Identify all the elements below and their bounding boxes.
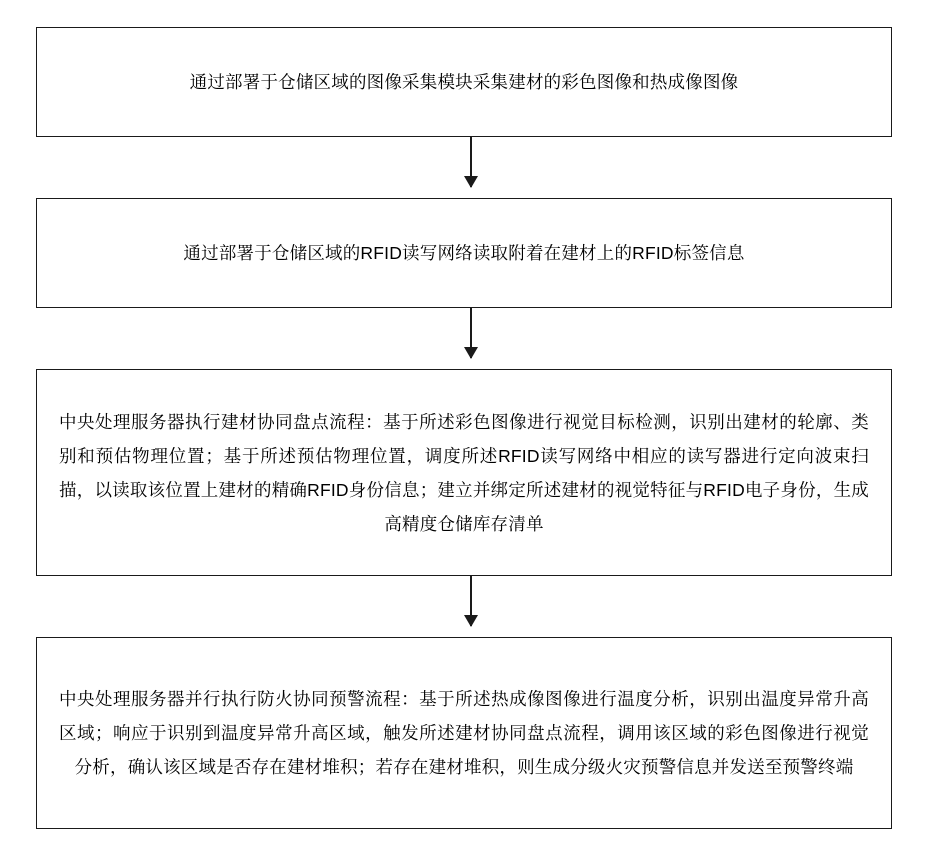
connector-step-1-to-step-2 [470, 137, 472, 187]
arrow-down-icon [464, 176, 478, 188]
flow-node-step-3 [36, 369, 892, 576]
flow-node-step-4-text: 中央处理服务器并行执行防火协同预警流程：基于所述热成像图像进行温度分析，识别出温度异常升高区域；响应于识别到温度异常升高区域，触发所述建材协同盘点流程，调用该区域的彩色图像进行视觉分析，确认该区域是否存在建材堆积；若存在建材堆积，则生成分级火灾预警信息并发送至预警终端 [59, 689, 869, 777]
flow-node-step-3-text: 中央处理服务器执行建材协同盘点流程：基于所述彩色图像进行视觉目标检测，识别出建材的轮廓、类别和预估物理位置；基于所述预估物理位置，调度所述RFID读写网络中相应的读写器进行定向波束扫描，以读取该位置上建材的精确RFID身份信息；建立并绑定所述建材的视觉特征与RFID电子身份，生成高精度仓储库存清单 [59, 411, 869, 534]
flow-node-step-2-text: 通过部署于仓储区域的RFID读写网络读取附着在建材上的RFID标签信息 [183, 243, 745, 263]
arrow-down-icon [464, 347, 478, 359]
flow-node-step-1-text: 通过部署于仓储区域的图像采集模块采集建材的彩色图像和热成像图像 [189, 72, 739, 92]
flow-node-step-4 [36, 637, 892, 829]
arrow-down-icon [464, 615, 478, 627]
connector-step-2-to-step-3 [470, 308, 472, 358]
connector-step-3-to-step-4 [470, 576, 472, 626]
flow-node-step-1 [36, 27, 892, 137]
flow-node-step-2 [36, 198, 892, 308]
